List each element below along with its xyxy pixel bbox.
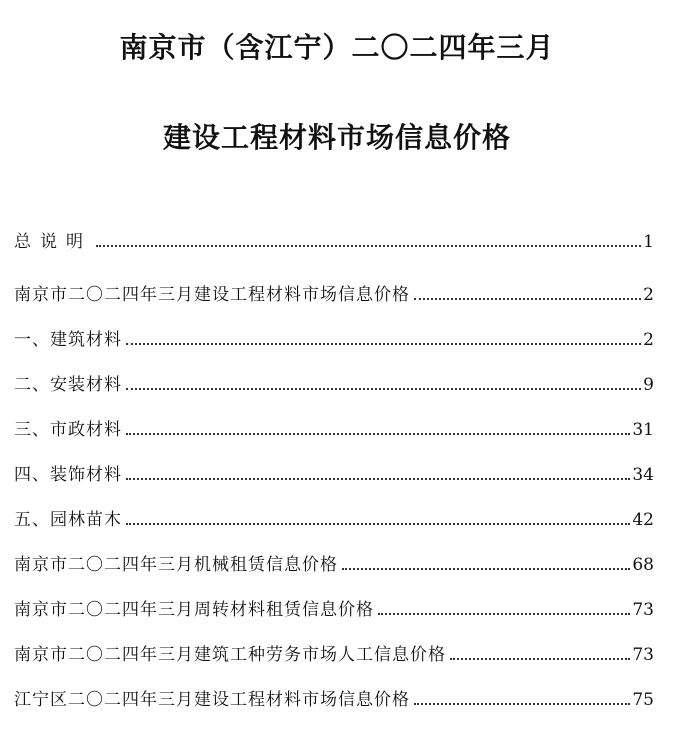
toc-entry[interactable] [14, 326, 654, 371]
dot-leader [126, 433, 630, 435]
toc-entry[interactable] [14, 281, 654, 326]
toc-entry[interactable] [14, 596, 654, 641]
dot-leader [378, 613, 630, 615]
toc-label: 南京市二〇二四年三月周转材料租赁信息价格 [14, 600, 374, 620]
toc-page: 75 [632, 690, 654, 710]
dot-leader [126, 478, 630, 480]
toc-entry[interactable] [14, 416, 654, 461]
toc-entry[interactable] [14, 551, 654, 596]
table-of-contents [14, 228, 654, 731]
toc-label: 二、安装材料 [14, 375, 122, 395]
dot-leader [450, 658, 630, 660]
toc-label: 江宁区二〇二四年三月建设工程材料市场信息价格 [14, 690, 410, 710]
dot-leader [126, 388, 641, 390]
toc-label: 总说明 [14, 232, 92, 252]
toc-label: 五、园林苗木 [14, 510, 122, 530]
dot-leader [414, 298, 641, 300]
toc-label: 一、建筑材料 [14, 330, 122, 350]
dot-leader [342, 568, 630, 570]
toc-page: 1 [643, 232, 654, 252]
toc-page: 73 [632, 600, 654, 620]
toc-label: 南京市二〇二四年三月建设工程材料市场信息价格 [14, 285, 410, 305]
toc-page: 34 [632, 465, 654, 485]
toc-page: 9 [643, 375, 654, 395]
toc-page: 2 [643, 330, 654, 350]
document-title: 南京市（含江宁）二〇二四年三月 [119, 31, 555, 64]
toc-entry[interactable] [14, 686, 654, 731]
toc-page: 73 [632, 645, 654, 665]
toc-page: 2 [643, 285, 654, 305]
toc-entry[interactable] [14, 461, 654, 506]
toc-page: 31 [632, 420, 654, 440]
dot-leader [414, 703, 630, 705]
dot-leader [126, 343, 641, 345]
document-subtitle: 建设工程材料市场信息价格 [162, 121, 511, 154]
toc-page: 68 [632, 555, 654, 575]
dot-leader [96, 245, 641, 247]
toc-label: 三、市政材料 [14, 420, 122, 440]
toc-entry[interactable] [14, 506, 654, 551]
toc-page: 42 [632, 510, 654, 530]
toc-entry[interactable] [14, 228, 654, 281]
toc-label: 四、装饰材料 [14, 465, 122, 485]
toc-entry[interactable] [14, 371, 654, 416]
toc-label: 南京市二〇二四年三月建筑工种劳务市场人工信息价格 [14, 645, 446, 665]
toc-entry[interactable] [14, 641, 654, 686]
dot-leader [126, 523, 630, 525]
toc-label: 南京市二〇二四年三月机械租赁信息价格 [14, 555, 338, 575]
